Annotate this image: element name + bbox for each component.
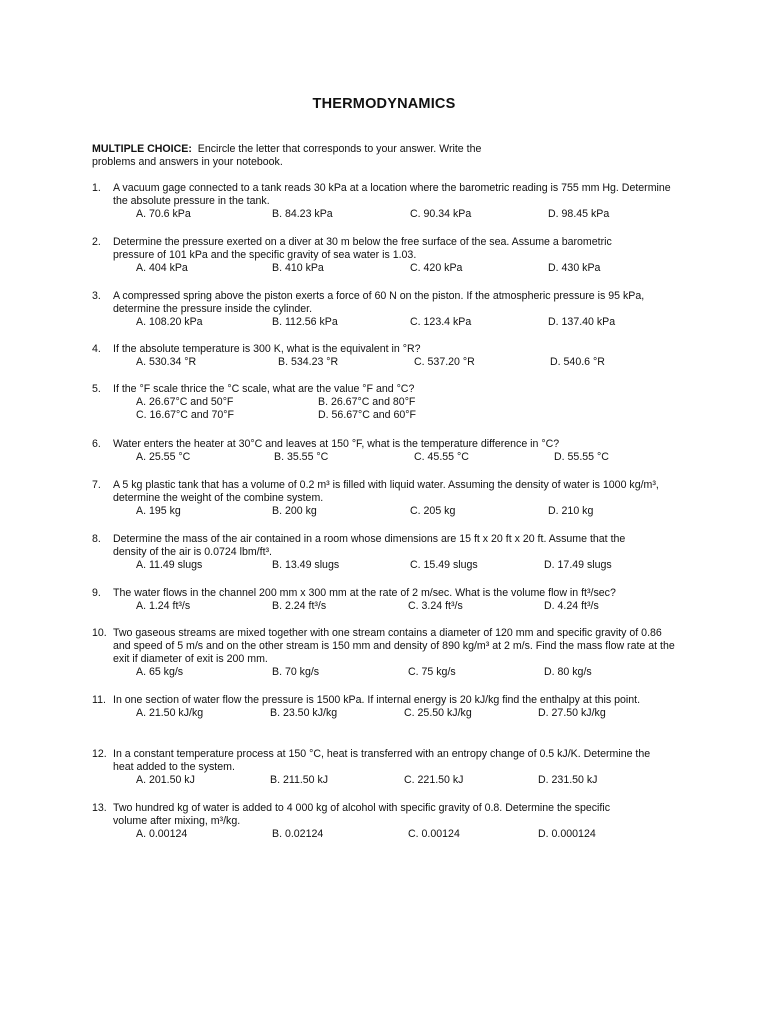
option-d: D. 55.55 °C (554, 451, 609, 463)
option-a: A. 195 kg (136, 505, 181, 517)
option-c: C. 45.55 °C (414, 451, 469, 463)
question-number: 4. (92, 343, 101, 355)
question-8 (92, 533, 692, 572)
option-a: A. 1.24 ft³/s (136, 600, 191, 612)
option-d: D. 98.45 kPa (548, 208, 610, 220)
option-a: A. 26.67°C and 50°F (136, 396, 234, 408)
question-number: 12. (92, 748, 107, 760)
option-a: A. 21.50 kJ/kg (136, 707, 204, 719)
option-d: D. 56.67°C and 60°F (318, 409, 416, 421)
question-text: Two hundred kg of water is added to 4 000 kg of alcohol with specific gravity of 0.8. Determine the specific volume after mixing, m³/kg. (113, 802, 610, 827)
option-a: A. 201.50 kJ (136, 774, 195, 786)
option-d: D. 210 kg (548, 505, 594, 517)
option-c: C. 75 kg/s (408, 666, 456, 678)
question-text: The water flows in the channel 200 mm x 300 mm at the rate of 2 m/sec. What is the volume flow in ft³/sec? (113, 587, 616, 599)
option-b: B. 534.23 °R (278, 356, 339, 368)
option-d: D. 27.50 kJ/kg (538, 707, 606, 719)
question-text: In a constant temperature process at 150 °C, heat is transferred with an entropy change of 0.5 kJ/K. Determine the heat added to the system. (113, 748, 651, 773)
option-d: D. 17.49 slugs (544, 559, 612, 571)
question-number: 1. (92, 182, 101, 194)
question-number: 6. (92, 438, 101, 450)
option-c: C. 537.20 °R (414, 356, 475, 368)
option-a: A. 108.20 kPa (136, 316, 203, 328)
option-b: B. 70 kg/s (272, 666, 320, 678)
option-d: D. 231.50 kJ (538, 774, 598, 786)
option-a: A. 530.34 °R (136, 356, 197, 368)
option-a: A. 404 kPa (136, 262, 188, 274)
question-text: Determine the pressure exerted on a diver at 30 m below the free surface of the sea. Assume a barometric pressure of 101 kPa and the specific gravity of sea water is 1.03. (113, 236, 612, 261)
option-b: B. 13.49 slugs (272, 559, 340, 571)
option-b: B. 26.67°C and 80°F (318, 396, 416, 408)
option-b: B. 0.02124 (272, 828, 324, 840)
option-c: C. 221.50 kJ (404, 774, 464, 786)
question-number: 8. (92, 533, 101, 545)
option-d: D. 0.000124 (538, 828, 596, 840)
instructions-text: Encircle the letter that corresponds to your answer. Write the problems and answers in your notebook. (92, 143, 482, 168)
option-a: A. 65 kg/s (136, 666, 184, 678)
option-b: B. 2.24 ft³/s (272, 600, 327, 612)
page-title: THERMODYNAMICS (312, 96, 456, 112)
option-c: C. 25.50 kJ/kg (404, 707, 472, 719)
option-c: C. 15.49 slugs (410, 559, 478, 571)
question-number: 11. (92, 694, 106, 706)
option-c: C. 0.00124 (408, 828, 460, 840)
option-b: B. 211.50 kJ (270, 774, 329, 786)
question-11 (92, 694, 692, 720)
question-text: Water enters the heater at 30°C and leaves at 150 °F, what is the temperature difference in °C? (113, 438, 560, 450)
question-number: 5. (92, 383, 101, 395)
question-10 (92, 627, 692, 679)
option-c: C. 90.34 kPa (410, 208, 472, 220)
option-c: C. 420 kPa (410, 262, 463, 274)
option-d: D. 137.40 kPa (548, 316, 616, 328)
question-number: 9. (92, 587, 101, 599)
question-number: 13. (92, 802, 107, 814)
option-c: C. 123.4 kPa (410, 316, 472, 328)
option-d: D. 430 kPa (548, 262, 601, 274)
question-3 (92, 290, 692, 329)
option-c: C. 205 kg (410, 505, 456, 517)
question-6 (92, 438, 692, 464)
question-2 (92, 236, 692, 275)
question-12 (92, 748, 692, 787)
question-text: A compressed spring above the piston exerts a force of 60 N on the piston. If the atmospheric pressure is 95 kPa, determine the pressure inside the cylinder. (113, 290, 645, 315)
option-d: D. 540.6 °R (550, 356, 605, 368)
question-number: 3. (92, 290, 101, 302)
question-1 (92, 182, 692, 221)
option-c: C. 3.24 ft³/s (408, 600, 463, 612)
option-a: A. 70.6 kPa (136, 208, 191, 220)
question-7 (92, 479, 692, 518)
instructions (92, 143, 522, 169)
option-b: B. 84.23 kPa (272, 208, 333, 220)
question-text: If the absolute temperature is 300 K, what is the equivalent in °R? (113, 343, 421, 355)
question-text: In one section of water flow the pressure is 1500 kPa. If internal energy is 20 kJ/kg find the enthalpy at this point. (113, 694, 641, 706)
question-text: Two gaseous streams are mixed together with one stream contains a diameter of 120 mm and specific gravity of 0.86 and speed of 5 m/s and on the other stream is 150 mm and density of 890 kg/m³ at 2 m/s. Find the mass flow rate at the exit if diameter of exit is 200 mm. (113, 627, 675, 665)
option-b: B. 35.55 °C (274, 451, 329, 463)
option-d: D. 80 kg/s (544, 666, 592, 678)
question-5 (92, 383, 692, 422)
option-b: B. 200 kg (272, 505, 317, 517)
question-13 (92, 802, 692, 841)
option-d: D. 4.24 ft³/s (544, 600, 599, 612)
question-number: 10. (92, 627, 107, 639)
option-c: C. 16.67°C and 70°F (136, 409, 234, 421)
question-text: If the °F scale thrice the °C scale, what are the value °F and °C? (113, 383, 415, 395)
option-b: B. 112.56 kPa (272, 316, 338, 328)
question-number: 7. (92, 479, 101, 491)
option-a: A. 11.49 slugs (136, 559, 203, 571)
option-a: A. 25.55 °C (136, 451, 191, 463)
instructions-label: MULTIPLE CHOICE: (92, 143, 192, 155)
question-text: A 5 kg plastic tank that has a volume of 0.2 m³ is filled with liquid water. Assuming the density of water is 1000 kg/m³, determine the weight of the combine system. (113, 479, 659, 504)
option-b: B. 410 kPa (272, 262, 324, 274)
question-text: A vacuum gage connected to a tank reads 30 kPa at a location where the barometric reading is 755 mm Hg. Determine the absolute pressure in the tank. (113, 182, 671, 207)
option-a: A. 0.00124 (136, 828, 188, 840)
question-number: 2. (92, 236, 101, 248)
question-4 (92, 343, 692, 369)
question-text: Determine the mass of the air contained in a room whose dimensions are 15 ft x 20 ft x 20 ft. Assume that the density of the air is 0.0724 lbm/ft³. (113, 533, 626, 558)
option-b: B. 23.50 kJ/kg (270, 707, 338, 719)
question-9 (92, 587, 692, 613)
